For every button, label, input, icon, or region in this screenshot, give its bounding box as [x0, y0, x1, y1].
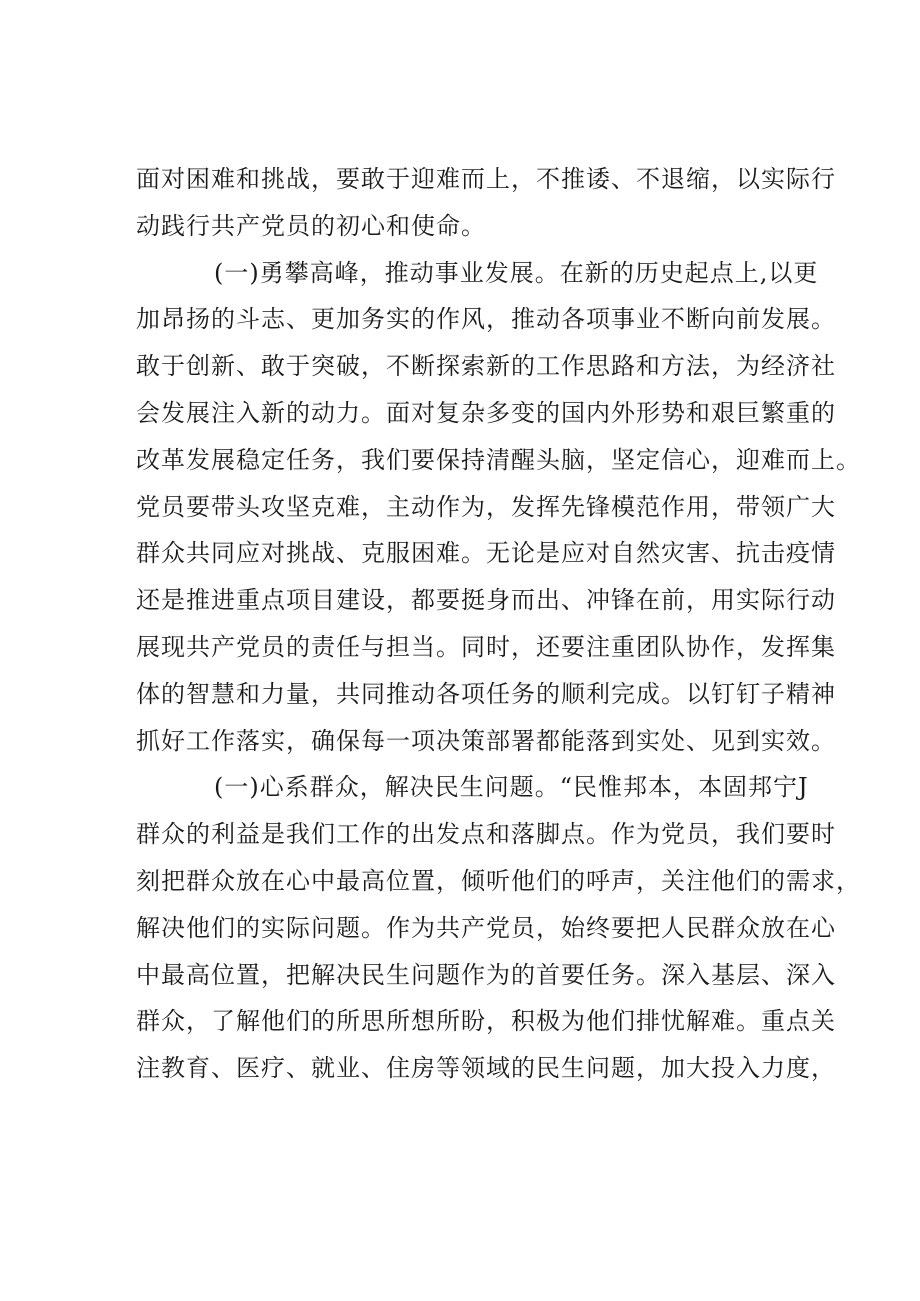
text-line: 注教育、医疗、就业、住房等领域的民生问题，加大投入力度，: [136, 1054, 836, 1083]
text-line: 刻把群众放在心中最高位置，倾听他们的呼声，关注他们的需求，: [136, 866, 861, 895]
text-line: 改革发展稳定任务，我们要保持清醒头脑，坚定信心，迎难而上。: [136, 445, 861, 474]
section-heading-line: (一)心系群众，解决民生问题。“民惟邦本，本固邦宁J: [214, 773, 809, 802]
text-line: 抓好工作落实，确保每一项决策部署都能落到实处、见到实效。: [136, 726, 836, 755]
text-line: 解决他们的实际问题。作为共产党员，始终要把人民群众放在心: [136, 913, 836, 942]
text-line: 展现共产党员的责任与担当。同时，还要注重团队协作，发挥集: [136, 632, 836, 661]
section-heading-line: (一)勇攀高峰，推动事业发展。在新的历史起点上,以更: [214, 258, 819, 287]
text-line: 面对困难和挑战，要敢于迎难而上，不推诿、不退缩，以实际行: [136, 165, 836, 193]
text-line: 群众共同应对挑战、克服困难。无论是应对自然灾害、抗击疫情: [136, 539, 836, 568]
text-line: 群众的利益是我们工作的出发点和落脚点。作为党员，我们要时: [136, 820, 836, 849]
text-line: 党员要带头攻坚克难，主动作为，发挥先锋模范作用，带领广大: [136, 492, 836, 521]
text-line: 还是推进重点项目建设，都要挺身而出、冲锋在前，用实际行动: [136, 586, 836, 615]
text-line: 体的智慧和力量，共同推动各项任务的顺利完成。以钉钉子精神: [136, 679, 836, 708]
text-line: 敢于创新、敢于突破，不断探索新的工作思路和方法，为经济社: [136, 352, 836, 381]
text-line: 会发展注入新的动力。面对复杂多变的国内外形势和艰巨繁重的: [136, 398, 836, 427]
text-line: 加昂扬的斗志、更加务实的作风，推动各项事业不断向前发展。: [136, 305, 836, 334]
text-line: 动践行共产党员的初心和使命。: [136, 211, 486, 240]
text-line: 群众，了解他们的所思所想所盼，积极为他们排忧解难。重点关: [136, 1007, 836, 1036]
text-line: 中最高位置，把解决民生问题作为的首要任务。深入基层、深入: [136, 960, 836, 989]
body-text: [136, 156, 861, 1092]
